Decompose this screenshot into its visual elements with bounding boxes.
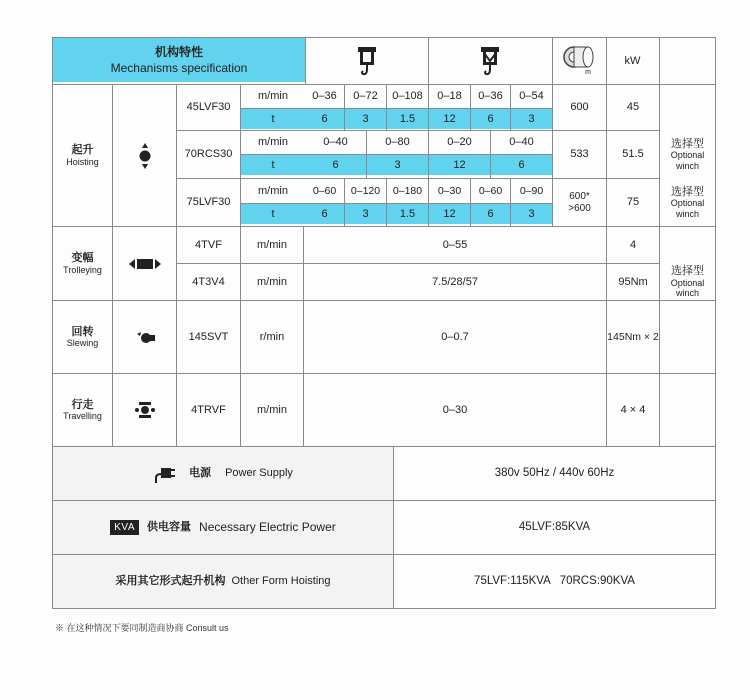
hoist-speed-cell: 0–36 [478, 90, 503, 103]
trolley-speed: 7.5/28/57 [432, 275, 478, 288]
electric-power-cn: 供电容量 [147, 521, 192, 534]
hoist-load-cell: 6 [518, 158, 525, 171]
rope-drum-icon [552, 38, 606, 84]
hoist-speed-cell: 0–60 [478, 184, 503, 197]
rope-speed-line: 600* [569, 191, 590, 202]
kva-badge: KVA [110, 520, 139, 536]
note-en: Optional [670, 150, 705, 161]
slewing-rotate-icon [113, 301, 176, 373]
slewing-label [53, 301, 112, 373]
hoist-speed-cell: 0–40 [509, 136, 534, 149]
hoist-model-name: 75LVF30 [186, 196, 231, 209]
hoist-speed-cell: 0–180 [392, 184, 423, 197]
trolley-speed: 0–55 [442, 238, 468, 251]
other-hoisting-cn: 采用其它形式起升机构 [115, 575, 226, 588]
hoist-load-cell: 3 [528, 112, 535, 125]
hoist-speed-cell: 0–108 [392, 90, 423, 103]
hoist-power: 45 [626, 101, 640, 114]
header-power-unit: kW [624, 54, 641, 67]
note-cn: 选择型 [671, 137, 704, 150]
hoist-rope-speed [553, 179, 606, 226]
note-en: Optional [670, 198, 705, 209]
hoist-load-cell: 6 [321, 207, 328, 220]
travelling-power: 4 × 4 [620, 403, 646, 416]
trolley-leftright-icon [113, 227, 176, 300]
travelling-label-en: Travelling [63, 411, 102, 422]
hoist-speed-cell: 0–18 [437, 90, 462, 103]
hoist-speed-unit: m/min [258, 184, 288, 197]
hoist-load-cell: 6 [487, 112, 494, 125]
trolley-power: 4 [629, 238, 637, 251]
grid-line [659, 37, 660, 446]
grid-line [52, 608, 716, 609]
hoist-load-cell: 12 [453, 158, 466, 171]
hoist-load-cell: 3 [394, 158, 401, 171]
hoisting-updown-icon [113, 85, 176, 226]
hoisting-label-cn: 起升 [71, 144, 94, 156]
hoist-load-cell: 1.5 [399, 112, 416, 125]
other-hoisting-value: 75LVF:115KVA 70RCS:90KVA [474, 574, 635, 587]
optional-winch-note [660, 264, 715, 300]
power-supply-value: 380v 50Hz / 440v 60Hz [494, 466, 615, 479]
electric-power-en: Necessary Electric Power [199, 519, 336, 534]
hoist-speed-unit: m/min [258, 136, 288, 149]
hoist-speed-cell: 0–80 [385, 136, 410, 149]
grid-line [715, 37, 716, 609]
trolleying-label-cn: 变幅 [71, 252, 94, 264]
trolleying-label [53, 227, 112, 300]
optional-winch-note [660, 179, 715, 226]
travelling-speed: 0–30 [442, 403, 468, 416]
hoist-load-cell: 3 [362, 207, 369, 220]
hoist-speed-cell: 0–72 [353, 90, 378, 103]
travelling-model: 4TRVF [191, 403, 226, 416]
travelling-label [53, 374, 112, 446]
trolley-unit: m/min [257, 238, 287, 251]
header-title-cn: 机构特性 [154, 45, 203, 60]
hoist-load-cell: 1.5 [399, 207, 416, 220]
header-title-en: Mechanisms specification [110, 61, 248, 75]
hoist-load-cell: 6 [487, 207, 494, 220]
hoist-speed-cell: 0–36 [312, 90, 337, 103]
other-hoisting-en: Other Form Hoisting [231, 575, 331, 588]
hoist-load-cell: 12 [443, 207, 456, 220]
trolley-power: 95Nm [618, 275, 648, 288]
hoist-load-unit: t [271, 158, 275, 171]
hoist-load-cell: 12 [443, 112, 456, 125]
slewing-speed: 0–0.7 [441, 330, 469, 343]
slewing-unit: r/min [259, 330, 285, 343]
hoist-speed-cell: 0–120 [350, 184, 381, 197]
hoisting-label [53, 85, 112, 226]
slewing-label-cn: 回转 [71, 325, 94, 338]
power-supply-cn: 电源 [189, 467, 212, 480]
hoist-hook-icon [305, 38, 428, 84]
hoist-speed-cell: 0–54 [519, 90, 544, 103]
hoist-speed-cell: 0–40 [323, 136, 348, 149]
electric-power-value: 45LVF:85KVA [518, 520, 591, 533]
hoist-power: 75 [626, 196, 640, 209]
slewing-model: 145SVT [188, 330, 229, 343]
note-en: Optional [670, 277, 705, 288]
electric-power-label [53, 501, 393, 554]
power-supply-en: Power Supply [225, 467, 293, 480]
slewing-label-en: Slewing [66, 338, 99, 349]
travelling-label-cn: 行走 [71, 398, 94, 411]
power-supply-label [53, 447, 393, 500]
trolley-model: 4TVF [195, 238, 222, 251]
travelling-wheels-icon [113, 374, 176, 446]
hoist-speed-cell: 0–90 [519, 184, 544, 197]
note-cn: 选择型 [671, 185, 704, 198]
travelling-unit: m/min [257, 403, 287, 416]
hoist-load-cell: 6 [321, 112, 328, 125]
header-speed-unit: m [585, 68, 591, 76]
hoist-load-cell: 3 [528, 207, 535, 220]
hoist-power: 51.5 [622, 148, 644, 161]
trolleying-label-en: Trolleying [63, 264, 102, 275]
optional-winch-note [660, 131, 715, 178]
header-title [53, 38, 305, 84]
slewing-power: 145Nm × 2 [607, 330, 659, 343]
footnote: ※ 在这种情况下要同制造商协商 Consult us [55, 623, 229, 633]
hoist-speed-cell: 0–20 [447, 136, 472, 149]
hoist-model-name: 45LVF30 [186, 101, 231, 114]
trolley-unit: m/min [257, 275, 287, 288]
hoisting-label-en: Hoisting [66, 156, 99, 167]
hoist-speed-cell: 0–30 [437, 184, 462, 197]
note-cn: 选择型 [671, 265, 704, 278]
hoist-rope-speed: 533 [570, 148, 589, 161]
hoist-load-unit: t [271, 207, 275, 220]
hoist-speed-cell: 0–60 [312, 184, 337, 197]
hoist-load-cell: 3 [362, 112, 369, 125]
hoist-speed-unit: m/min [258, 90, 288, 103]
note-en: winch [675, 288, 699, 299]
hoist-load-unit: t [271, 112, 275, 125]
note-en: winch [675, 160, 699, 171]
hoist-model-name: 70RCS30 [184, 148, 233, 161]
hoist-hook-double-icon [428, 38, 552, 84]
hoist-load-cell: 6 [332, 158, 339, 171]
trolley-model: 4T3V4 [192, 275, 225, 288]
note-en: winch [675, 208, 699, 219]
other-hoisting-label [53, 555, 393, 608]
rope-speed-line: >600 [568, 202, 591, 214]
plug-icon [153, 464, 175, 484]
hoist-rope-speed: 600 [570, 101, 589, 114]
